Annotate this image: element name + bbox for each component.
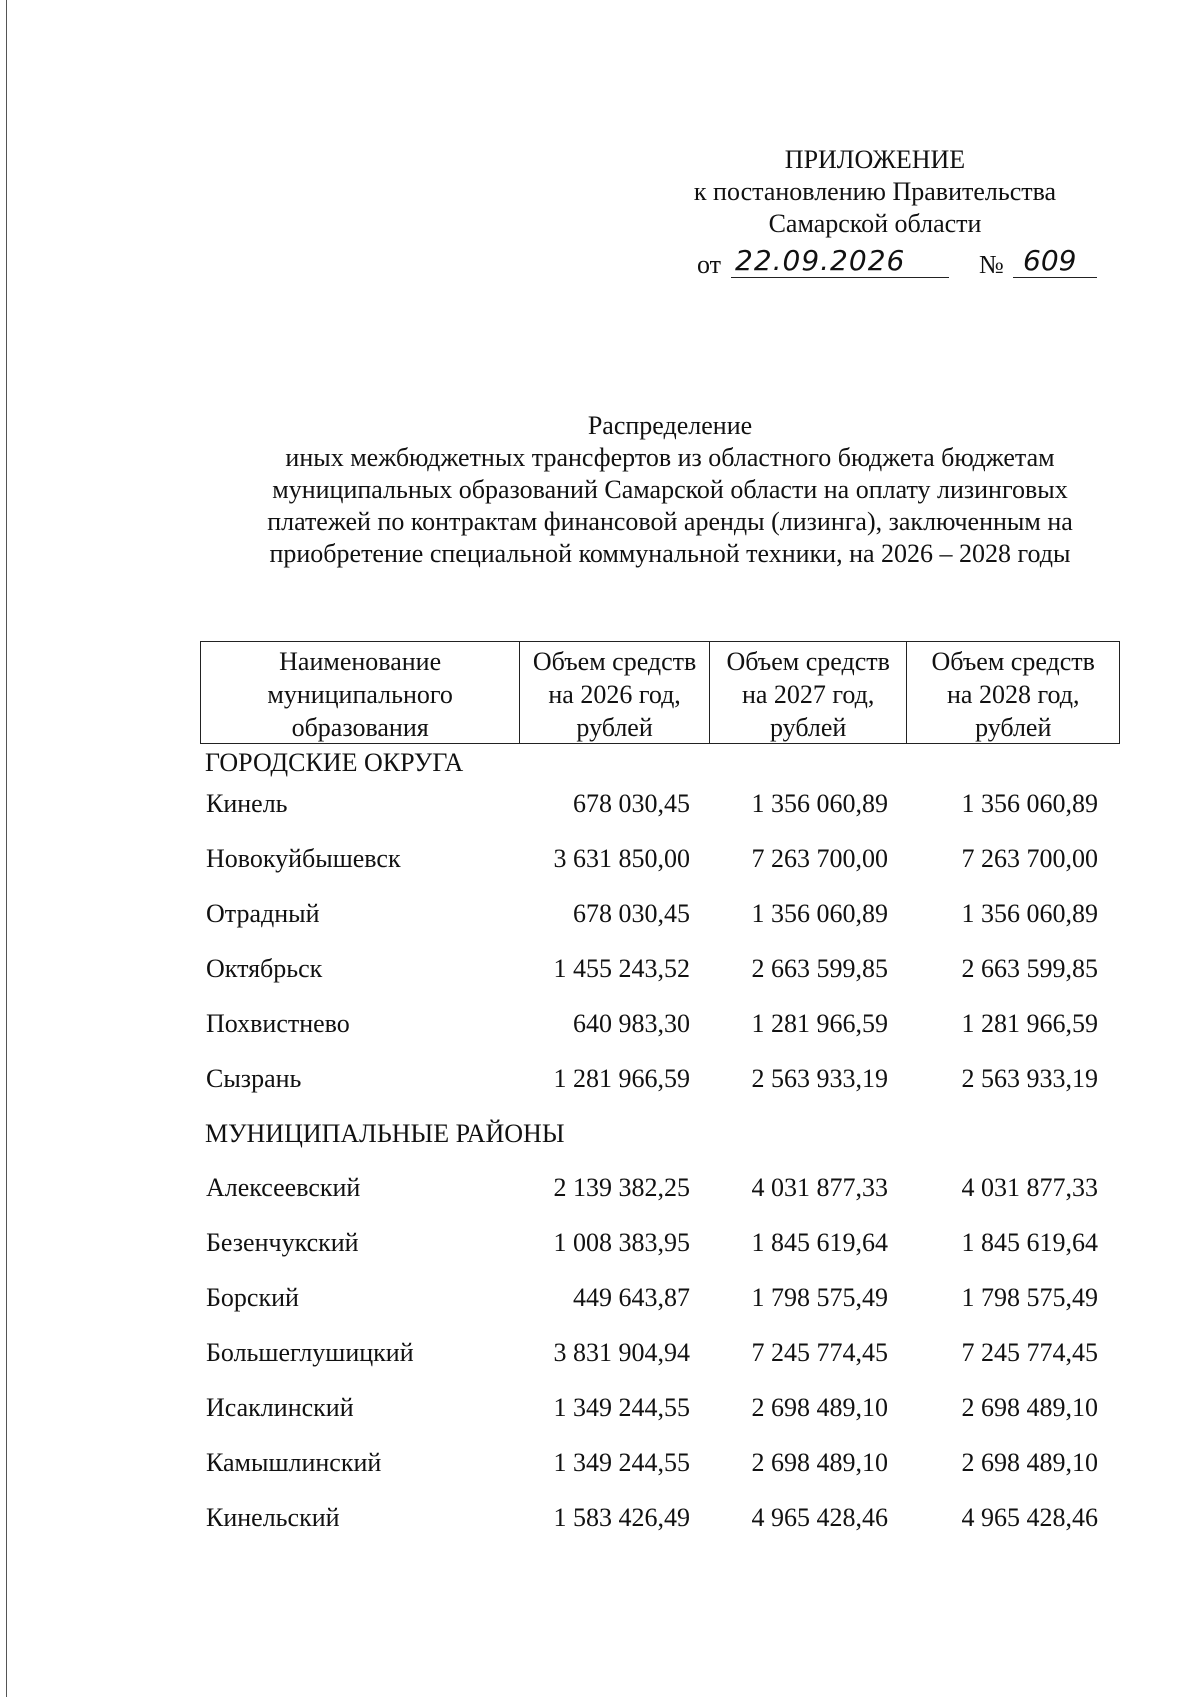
title-line2: иных межбюджетных трансфертов из областного бюджета бюджетам bbox=[285, 443, 1055, 472]
value-2028: 7 245 774,45 bbox=[961, 1338, 1098, 1367]
value-2028: 2 698 489,10 bbox=[961, 1448, 1098, 1477]
value-2026: 3 631 850,00 bbox=[553, 844, 690, 873]
table-row bbox=[200, 788, 1120, 843]
date-prefix: от bbox=[697, 250, 722, 279]
value-2026: 449 643,87 bbox=[573, 1283, 690, 1312]
value-2026: 640 983,30 bbox=[573, 1009, 690, 1038]
value-2028: 1 798 575,49 bbox=[961, 1283, 1098, 1312]
row-name: Большеглушицкий bbox=[206, 1338, 414, 1367]
value-2028: 7 263 700,00 bbox=[961, 844, 1098, 873]
table-row bbox=[200, 1282, 1120, 1337]
value-2027: 4 031 877,33 bbox=[751, 1173, 888, 1202]
value-2028: 1 845 619,64 bbox=[961, 1228, 1098, 1257]
table-row bbox=[200, 1337, 1120, 1392]
table-row bbox=[200, 1172, 1120, 1227]
table-row bbox=[200, 1008, 1120, 1063]
table-row bbox=[200, 1227, 1120, 1282]
value-2027: 7 263 700,00 bbox=[751, 844, 888, 873]
row-name: Похвистнево bbox=[206, 1009, 350, 1038]
handwritten-date: 22.09.2026 bbox=[731, 244, 949, 278]
table-row bbox=[200, 843, 1120, 898]
value-2027: 2 698 489,10 bbox=[751, 1448, 888, 1477]
value-2028: 2 663 599,85 bbox=[961, 954, 1098, 983]
table-row bbox=[200, 953, 1120, 1008]
header-2026: Объем средств на 2026 год, рублей bbox=[520, 642, 710, 743]
section-title-municipal-districts: МУНИЦИПАЛЬНЫЕ РАЙОНЫ bbox=[205, 1119, 565, 1148]
value-2027: 1 845 619,64 bbox=[751, 1228, 888, 1257]
header-2028: Объем средств на 2028 год, рублей bbox=[931, 647, 1095, 742]
value-2027: 7 245 774,45 bbox=[751, 1338, 888, 1367]
table-row bbox=[200, 1063, 1120, 1118]
value-2027: 1 356 060,89 bbox=[751, 789, 888, 818]
row-name: Кинель bbox=[206, 789, 288, 818]
row-name: Новокуйбышевск bbox=[206, 844, 401, 873]
number-prefix: № bbox=[979, 250, 1004, 279]
handwritten-number: 609 bbox=[1013, 244, 1097, 278]
table-row bbox=[200, 1502, 1120, 1557]
section2-rows bbox=[200, 1172, 1120, 1557]
value-2027: 2 663 599,85 bbox=[751, 954, 888, 983]
value-2026: 1 008 383,95 bbox=[553, 1228, 690, 1257]
row-name: Октябрьск bbox=[206, 954, 323, 983]
value-2026: 1 281 966,59 bbox=[553, 1064, 690, 1093]
table-row bbox=[200, 898, 1120, 953]
row-name: Отрадный bbox=[206, 899, 320, 928]
row-name: Алексеевский bbox=[206, 1173, 361, 1202]
value-2028: 4 965 428,46 bbox=[961, 1503, 1098, 1532]
value-2028: 1 281 966,59 bbox=[961, 1009, 1098, 1038]
table-row bbox=[200, 1392, 1120, 1447]
value-2028: 2 563 933,19 bbox=[961, 1064, 1098, 1093]
date-number-line bbox=[697, 246, 1117, 286]
scan-edge-line bbox=[6, 0, 7, 1697]
value-2027: 2 698 489,10 bbox=[751, 1393, 888, 1422]
title-line1: Распределение bbox=[587, 411, 753, 440]
header-name: Наименование муниципального образования bbox=[201, 642, 520, 743]
header-2027: Объем средств на 2027 год, рублей bbox=[710, 642, 908, 743]
table-header bbox=[200, 641, 1120, 744]
value-2026: 1 349 244,55 bbox=[553, 1393, 690, 1422]
table-row bbox=[200, 1447, 1120, 1502]
appendix-block bbox=[640, 144, 1110, 240]
value-2026: 1 455 243,52 bbox=[553, 954, 690, 983]
value-2026: 1 349 244,55 bbox=[553, 1448, 690, 1477]
value-2026: 678 030,45 bbox=[573, 789, 690, 818]
value-2026: 1 583 426,49 bbox=[553, 1503, 690, 1532]
row-name: Сызрань bbox=[206, 1064, 302, 1093]
value-2028: 1 356 060,89 bbox=[961, 899, 1098, 928]
value-2028: 4 031 877,33 bbox=[961, 1173, 1098, 1202]
value-2027: 1 281 966,59 bbox=[751, 1009, 888, 1038]
value-2028: 2 698 489,10 bbox=[961, 1393, 1098, 1422]
value-2028: 1 356 060,89 bbox=[961, 789, 1098, 818]
title-line4: платежей по контрактам финансовой аренды (лизинга), заключенным на bbox=[267, 507, 1073, 536]
value-2026: 3 831 904,94 bbox=[553, 1338, 690, 1367]
section1-rows bbox=[200, 788, 1120, 1118]
appendix-line3: Самарской области bbox=[768, 209, 982, 238]
title-line5: приобретение специальной коммунальной техники, на 2026 – 2028 годы bbox=[269, 539, 1071, 568]
appendix-title: ПРИЛОЖЕНИЕ bbox=[784, 145, 966, 174]
value-2027: 1 798 575,49 bbox=[751, 1283, 888, 1312]
row-name: Борский bbox=[206, 1283, 299, 1312]
value-2026: 678 030,45 bbox=[573, 899, 690, 928]
value-2027: 2 563 933,19 bbox=[751, 1064, 888, 1093]
row-name: Кинельский bbox=[206, 1503, 340, 1532]
section-title-city-districts: ГОРОДСКИЕ ОКРУГА bbox=[205, 748, 464, 777]
row-name: Безенчукский bbox=[206, 1228, 359, 1257]
row-name: Камышлинский bbox=[206, 1448, 382, 1477]
row-name: Исаклинский bbox=[206, 1393, 354, 1422]
appendix-line2: к постановлению Правительства bbox=[693, 177, 1057, 206]
value-2027: 4 965 428,46 bbox=[751, 1503, 888, 1532]
value-2026: 2 139 382,25 bbox=[553, 1173, 690, 1202]
value-2027: 1 356 060,89 bbox=[751, 899, 888, 928]
document-title bbox=[200, 410, 1140, 570]
title-line3: муниципальных образований Самарской области на оплату лизинговых bbox=[272, 475, 1068, 504]
